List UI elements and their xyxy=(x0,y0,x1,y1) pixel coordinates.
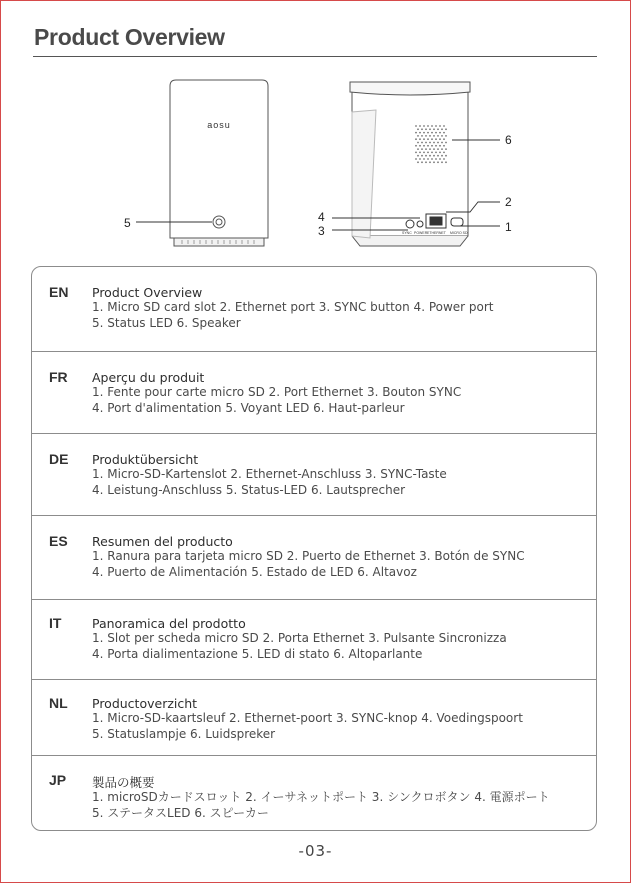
speaker-hole xyxy=(419,132,421,134)
speaker-hole xyxy=(439,145,441,147)
speaker-hole xyxy=(423,158,425,160)
speaker-hole xyxy=(423,152,425,154)
speaker-hole xyxy=(437,161,439,163)
section-heading: Produktübersicht xyxy=(92,452,199,467)
speaker-hole xyxy=(433,128,435,130)
speaker-hole xyxy=(437,128,439,130)
language-code: EN xyxy=(49,284,69,300)
speaker-hole xyxy=(435,145,437,147)
speaker-hole xyxy=(443,138,445,140)
speaker-hole xyxy=(427,145,429,147)
speaker-hole xyxy=(419,138,421,140)
speaker-hole xyxy=(427,132,429,134)
front-view-device xyxy=(170,80,268,246)
title-divider xyxy=(33,56,597,57)
speaker-hole xyxy=(423,138,425,140)
speaker-hole xyxy=(419,152,421,154)
callout-3: 3 xyxy=(318,224,325,238)
speaker-hole xyxy=(441,148,443,150)
language-code: ES xyxy=(49,533,68,549)
speaker-hole xyxy=(433,135,435,137)
speaker-hole xyxy=(415,145,417,147)
speaker-hole xyxy=(435,158,437,160)
speaker-hole xyxy=(429,148,431,150)
speaker-hole xyxy=(417,135,419,137)
language-code: NL xyxy=(49,695,68,711)
legend-line: 1. Micro SD card slot 2. Ethernet port 3. SYNC button 4. Power port xyxy=(92,300,494,314)
back-view-device xyxy=(350,82,470,246)
legend-line: 4. Puerto de Alimentación 5. Estado de LED 6. Altavoz xyxy=(92,565,417,579)
legend-line: 4. Leistung-Anschluss 5. Status-LED 6. Lautsprecher xyxy=(92,483,406,497)
speaker-hole xyxy=(429,161,431,163)
legend-line: 4. Porta dialimentazione 5. LED di stato 6. Altoparlante xyxy=(92,647,423,661)
speaker-hole xyxy=(425,161,427,163)
section-heading: 製品の概要 xyxy=(92,775,155,790)
speaker-hole xyxy=(429,135,431,137)
speaker-hole xyxy=(419,158,421,160)
speaker-hole xyxy=(423,145,425,147)
speaker-hole xyxy=(415,138,417,140)
speaker-hole xyxy=(435,125,437,127)
callout-6: 6 xyxy=(505,133,512,147)
speaker-hole xyxy=(431,132,433,134)
speaker-hole xyxy=(429,155,431,157)
speaker-hole xyxy=(421,155,423,157)
legend-line: 5. ステータスLED 6. スピーカー xyxy=(92,806,269,820)
port-label-microsd: MICRO SD xyxy=(450,231,468,235)
section-divider xyxy=(32,679,596,680)
product-illustration xyxy=(0,60,631,260)
speaker-hole xyxy=(445,135,447,137)
speaker-hole xyxy=(439,132,441,134)
section-divider xyxy=(32,599,596,600)
speaker-hole xyxy=(429,128,431,130)
section-heading: Productoverzicht xyxy=(92,696,198,711)
speaker-hole xyxy=(439,158,441,160)
legend-line: 1. Micro-SD-Kartenslot 2. Ethernet-Anschluss 3. SYNC-Taste xyxy=(92,467,447,481)
speaker-hole xyxy=(425,135,427,137)
speaker-hole xyxy=(441,142,443,144)
section-divider xyxy=(32,515,596,516)
speaker-hole xyxy=(415,158,417,160)
section-divider xyxy=(32,755,596,756)
speaker-hole xyxy=(421,142,423,144)
speaker-hole xyxy=(437,155,439,157)
brand-logo: aosu xyxy=(207,120,231,130)
speaker-hole xyxy=(419,125,421,127)
speaker-hole xyxy=(419,145,421,147)
legend-line: 1. microSDカードスロット 2. イーサネットポート 3. シンクロボタン 4. 電源ポート xyxy=(92,790,550,804)
speaker-hole xyxy=(417,128,419,130)
legend-line: 1. Micro-SD-kaartsleuf 2. Ethernet-poort 3. SYNC-knop 4. Voedingspoort xyxy=(92,711,523,725)
speaker-hole xyxy=(435,138,437,140)
legend-line: 5. Status LED 6. Speaker xyxy=(92,316,241,330)
speaker-hole xyxy=(435,132,437,134)
speaker-hole xyxy=(445,148,447,150)
speaker-hole xyxy=(443,158,445,160)
legend-line: 4. Port d'alimentation 5. Voyant LED 6. Haut-parleur xyxy=(92,401,405,415)
speaker-hole xyxy=(441,128,443,130)
speaker-hole xyxy=(427,125,429,127)
language-code: JP xyxy=(49,772,67,788)
speaker-hole xyxy=(417,155,419,157)
speaker-hole xyxy=(425,148,427,150)
callout-5: 5 xyxy=(124,216,131,230)
speaker-hole xyxy=(439,125,441,127)
speaker-hole xyxy=(445,161,447,163)
language-code: FR xyxy=(49,369,68,385)
speaker-hole xyxy=(443,125,445,127)
speaker-hole xyxy=(421,128,423,130)
speaker-hole xyxy=(433,155,435,157)
speaker-hole xyxy=(415,132,417,134)
speaker-hole xyxy=(445,155,447,157)
speaker-hole xyxy=(425,128,427,130)
speaker-hole xyxy=(425,142,427,144)
speaker-hole xyxy=(427,152,429,154)
callout-4: 4 xyxy=(318,210,325,224)
speaker-hole xyxy=(437,148,439,150)
legend-panel xyxy=(31,266,597,831)
speaker-hole xyxy=(427,138,429,140)
legend-line: 1. Ranura para tarjeta micro SD 2. Puerto de Ethernet 3. Botón de SYNC xyxy=(92,549,525,563)
section-heading: Product Overview xyxy=(92,285,203,300)
speaker-hole xyxy=(427,158,429,160)
speaker-hole xyxy=(421,135,423,137)
speaker-hole xyxy=(423,132,425,134)
legend-line: 1. Fente pour carte micro SD 2. Port Ethernet 3. Bouton SYNC xyxy=(92,385,462,399)
speaker-hole xyxy=(435,152,437,154)
speaker-hole xyxy=(445,142,447,144)
speaker-hole xyxy=(417,161,419,163)
speaker-hole xyxy=(437,142,439,144)
speaker-hole xyxy=(415,152,417,154)
speaker-hole xyxy=(431,152,433,154)
speaker-hole xyxy=(443,152,445,154)
speaker-hole xyxy=(441,161,443,163)
speaker-hole xyxy=(445,128,447,130)
speaker-hole xyxy=(417,142,419,144)
callout-1: 1 xyxy=(505,220,512,234)
speaker-hole xyxy=(431,158,433,160)
section-divider xyxy=(32,351,596,352)
port-label-power: POWER xyxy=(414,231,428,235)
port-label-sync: SYNC xyxy=(402,231,412,235)
speaker-hole xyxy=(421,148,423,150)
port-label-ethernet: ETHERNET xyxy=(427,231,446,235)
speaker-hole xyxy=(443,132,445,134)
speaker-hole xyxy=(439,152,441,154)
callout-2: 2 xyxy=(505,195,512,209)
legend-line: 1. Slot per scheda micro SD 2. Porta Ethernet 3. Pulsante Sincronizza xyxy=(92,631,507,645)
speaker-hole xyxy=(421,161,423,163)
speaker-hole xyxy=(443,145,445,147)
speaker-hole xyxy=(415,125,417,127)
section-heading: Aperçu du produit xyxy=(92,370,205,385)
speaker-hole xyxy=(433,142,435,144)
speaker-hole xyxy=(431,145,433,147)
page-number: -03- xyxy=(298,842,333,860)
section-divider xyxy=(32,433,596,434)
speaker-hole xyxy=(433,161,435,163)
speaker-hole xyxy=(423,125,425,127)
speaker-hole xyxy=(439,138,441,140)
language-code: IT xyxy=(49,615,62,631)
speaker-hole xyxy=(425,155,427,157)
speaker-hole xyxy=(417,148,419,150)
speaker-hole xyxy=(431,125,433,127)
legend-line: 5. Statuslampje 6. Luidspreker xyxy=(92,727,276,741)
section-heading: Panoramica del prodotto xyxy=(92,616,246,631)
speaker-hole xyxy=(429,142,431,144)
speaker-hole xyxy=(437,135,439,137)
speaker-hole xyxy=(441,135,443,137)
speaker-hole xyxy=(431,138,433,140)
speaker-hole xyxy=(441,155,443,157)
page-title: Product Overview xyxy=(34,24,225,50)
language-code: DE xyxy=(49,451,69,467)
section-heading: Resumen del producto xyxy=(92,534,233,549)
speaker-hole xyxy=(433,148,435,150)
